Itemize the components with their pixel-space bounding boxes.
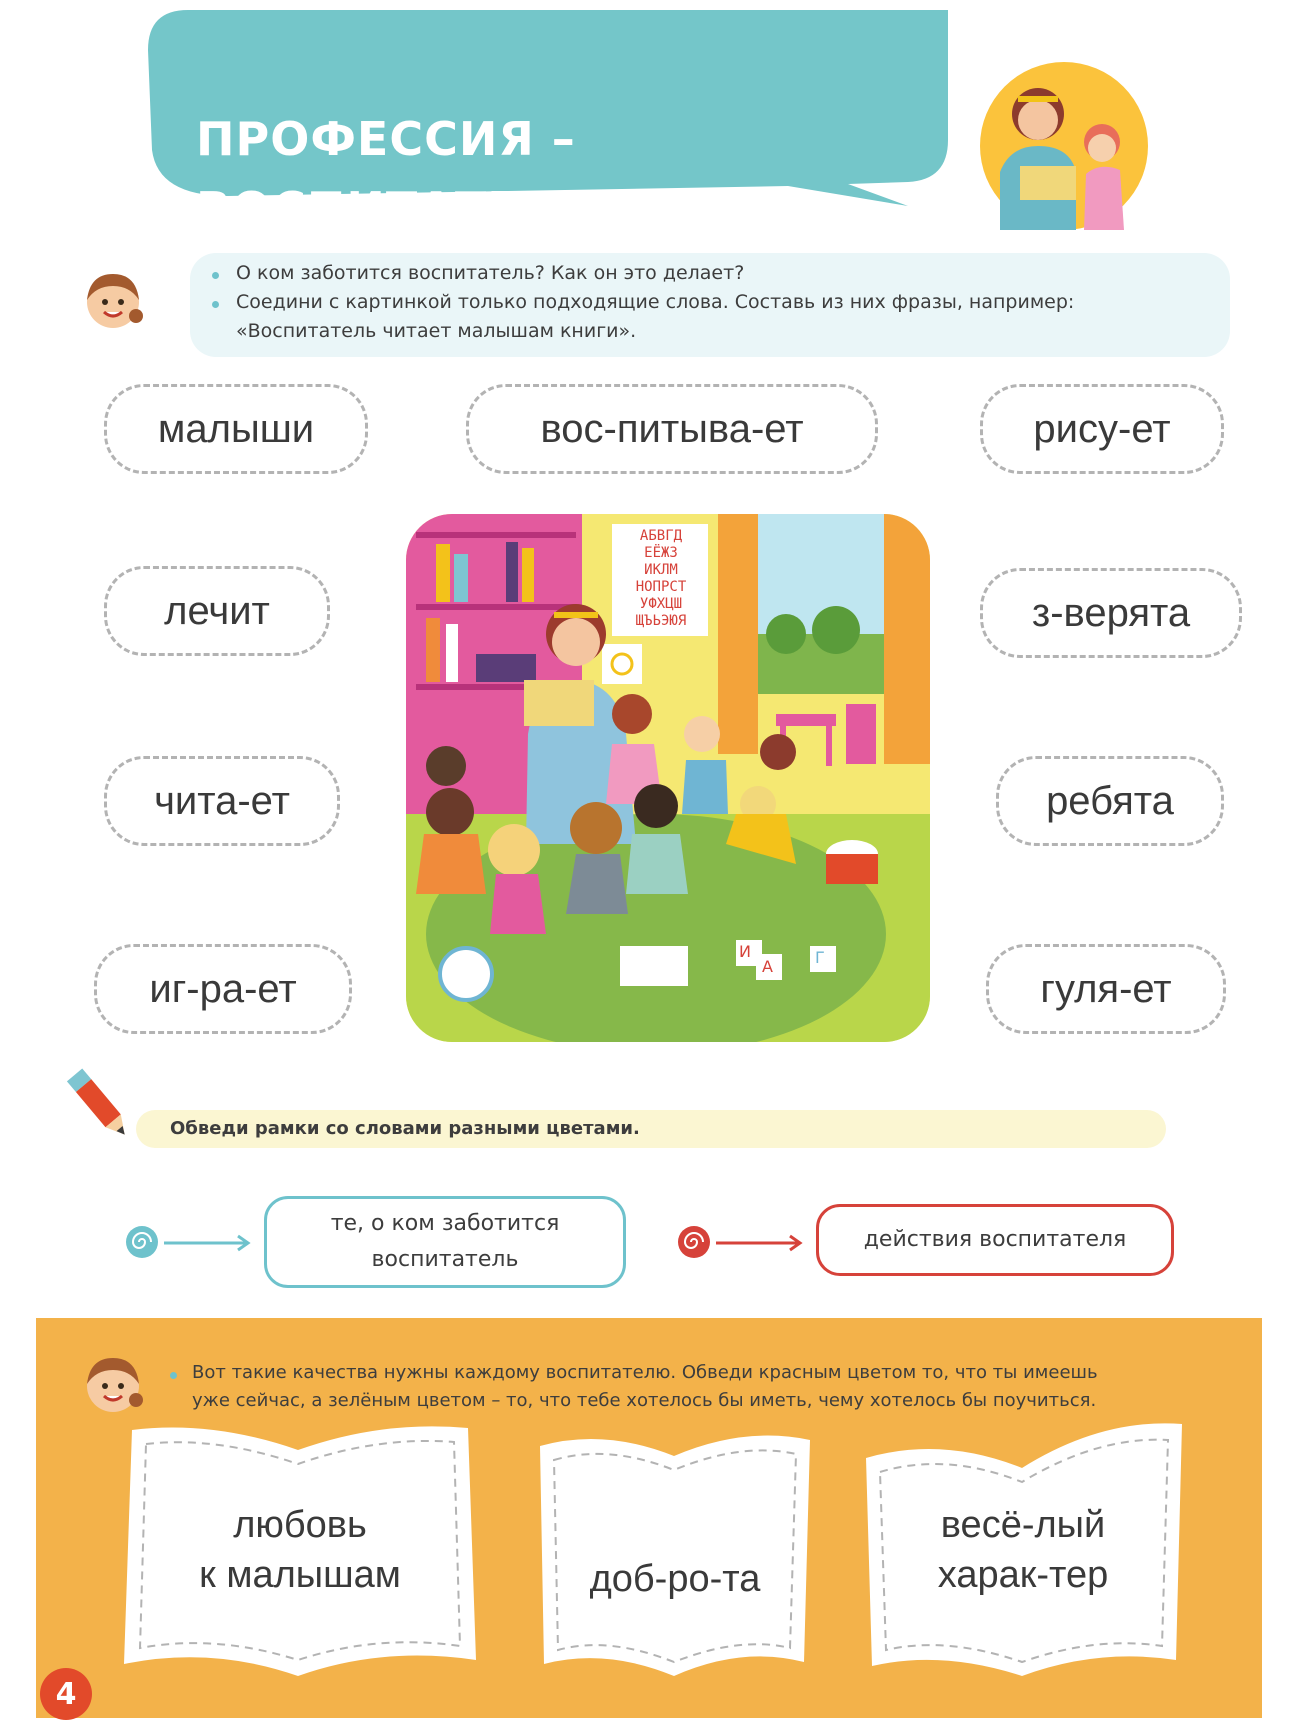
alphabet-row: НОПРСТ — [635, 579, 687, 595]
alphabet-row: АБВГД — [639, 528, 683, 544]
word-frame-igraet[interactable]: иг-ра-ет — [94, 944, 352, 1034]
word-frame-rebyata[interactable]: ребята — [996, 756, 1224, 846]
book-text-vesely[interactable] — [866, 1500, 1180, 1600]
legend-blue-frame — [264, 1196, 626, 1288]
red-arrow-icon — [714, 1234, 806, 1252]
red-spiral-icon — [676, 1224, 712, 1260]
bullet — [212, 272, 219, 279]
pencil-task-text: Обведи рамки со словами разными цветами. — [170, 1118, 640, 1139]
qualities-instruction: уже сейчас, а зелёным цветом – то, что тебе хотелось бы иметь, чему хотелось бы поучиться. — [192, 1390, 1097, 1411]
book-line: харак-тер — [937, 1554, 1109, 1596]
book-text-dobrota[interactable]: доб-ро-та — [589, 1558, 761, 1600]
pencil-icon — [64, 1062, 134, 1146]
word-frame-vospityvaet[interactable]: вос-питыва-ет — [466, 384, 878, 474]
teacher-reading-avatar — [980, 62, 1148, 230]
word-frame-chitaet[interactable]: чита-ет — [104, 756, 340, 846]
word-frame-malyshi[interactable]: малыши — [104, 384, 368, 474]
alphabet-row: ИКЛМ — [644, 562, 678, 578]
word-frame-zveryata[interactable]: з-верята — [980, 568, 1242, 658]
book-line: весё-лый — [940, 1504, 1106, 1546]
book-line: любовь — [233, 1504, 367, 1546]
girl-face-icon — [80, 1352, 146, 1418]
blue-arrow-icon — [162, 1234, 254, 1252]
instruction-line: Соедини с картинкой только подходящие слова. Составь из них фразы, например: — [236, 291, 1075, 313]
alphabet-row: ЕЁЖЗ — [644, 545, 678, 561]
page-number-badge: 4 — [40, 1668, 92, 1720]
alphabet-poster — [618, 528, 704, 630]
block-letter: И — [739, 942, 751, 961]
page-title: ПРОФЕССИЯ – ВОСПИТАТЕЛЬ — [196, 112, 595, 236]
legend-red-frame — [816, 1204, 1174, 1276]
qualities-instruction: Вот такие качества нужны каждому воспитателю. Обведи красным цветом то, что ты имеешь — [192, 1362, 1098, 1383]
girl-face-icon — [80, 268, 146, 334]
block-letter: А — [762, 957, 773, 976]
alphabet-row: ЩЪЬЭЮЯ — [635, 613, 687, 629]
book-line: к малышам — [199, 1554, 401, 1596]
word-frame-lechit[interactable]: лечит — [104, 566, 330, 656]
legend-blue-line: те, о ком заботится — [330, 1211, 560, 1236]
bullet — [212, 301, 219, 308]
bullet — [170, 1372, 177, 1379]
legend-red-label: действия воспитателя — [863, 1227, 1127, 1252]
legend-blue-line: воспитатель — [371, 1247, 519, 1272]
instruction-line: «Воспитатель читает малышам книги». — [236, 320, 637, 342]
word-frame-gulyaet[interactable]: гуля-ет — [986, 944, 1226, 1034]
block-letter: Г — [815, 948, 825, 967]
instruction-line: О ком заботится воспитатель? Как он это делает? — [236, 262, 745, 284]
alphabet-row: УФХЦШ — [639, 596, 683, 612]
book-text-lyubov[interactable] — [138, 1500, 462, 1600]
word-frame-risuet[interactable]: рису-ет — [980, 384, 1224, 474]
blue-spiral-icon — [124, 1224, 160, 1260]
